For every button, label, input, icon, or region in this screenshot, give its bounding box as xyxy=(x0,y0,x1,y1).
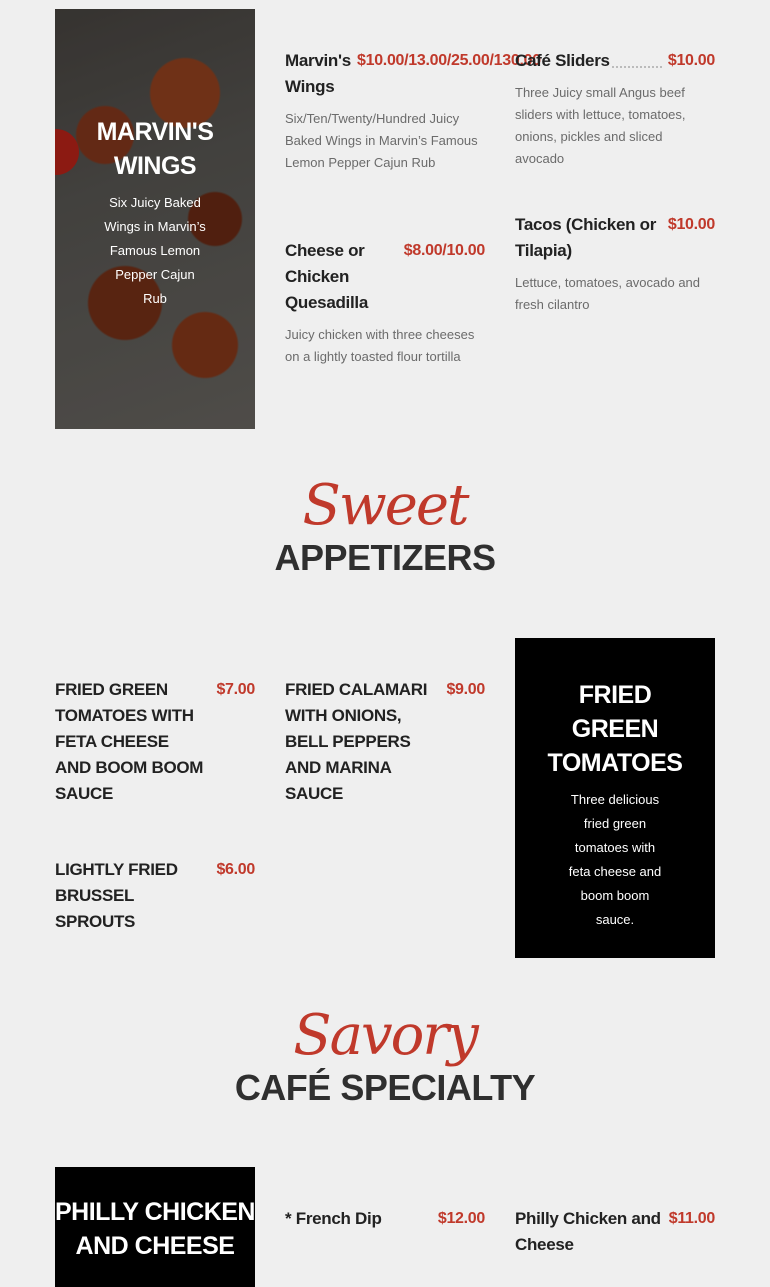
cafe-specialty-heading xyxy=(0,1004,770,1108)
philly-chicken-feature-card[interactable] xyxy=(55,1167,255,1287)
feature-description: Three delicious fried green tomatoes with feta cheese and boom boom sauce. xyxy=(568,792,662,927)
item-name: * French Dip xyxy=(285,1209,382,1228)
menu-item-tacos xyxy=(515,212,715,316)
item-price: $9.00 xyxy=(446,681,485,698)
menu-item-quesadilla xyxy=(285,238,485,368)
menu-item-marvins-wings xyxy=(285,48,541,174)
item-price: $10.00 xyxy=(667,52,715,69)
item-name: Cheese or Chicken Quesadilla xyxy=(285,241,368,312)
item-name: Tacos (Chicken or Tilapia) xyxy=(515,215,657,260)
item-name: FRIED GREEN TOMATOES WITH FETA CHEESE AND BOOM BOOM SAUCE xyxy=(55,680,204,803)
item-description: Juicy chicken with three cheeses on a lightly toasted flour tortilla xyxy=(285,327,475,364)
marvins-wings-feature-card[interactable] xyxy=(55,9,255,429)
item-price: $6.00 xyxy=(216,861,255,878)
item-name: Marvin's Wings xyxy=(285,51,351,96)
heading-script: Savory xyxy=(293,1003,477,1068)
menu-item-philly-chicken xyxy=(515,1206,715,1258)
feature-title: MARVIN'S WINGS xyxy=(96,118,214,180)
item-description: Six/Ten/Twenty/Hundred Juicy Baked Wings in Marvin’s Famous Lemon Pepper Cajun Rub xyxy=(285,111,478,170)
item-price: $11.00 xyxy=(668,1210,715,1227)
item-description: Lettuce, tomatoes, avocado and fresh cilantro xyxy=(515,275,701,312)
item-price: $10.00/13.00/25.00/130.00 xyxy=(357,52,541,69)
feature-title: FRIED GREEN TOMATOES xyxy=(547,681,683,777)
item-description: Three Juicy small Angus beef sliders with lettuce, tomatoes, onions, pickles and sliced avocado xyxy=(515,85,686,166)
item-name: FRIED CALAMARI WITH ONIONS, BELL PEPPERS AND MARINA SAUCE xyxy=(285,680,428,803)
menu-item-brussel-sprouts xyxy=(55,857,255,935)
item-price: $8.00/10.00 xyxy=(403,242,485,259)
heading-title: CAFÉ SPECIALTY xyxy=(234,1067,536,1108)
heading-script: Sweet xyxy=(302,473,468,538)
menu-item-cafe-sliders xyxy=(515,48,715,170)
feature-title: PHILLY CHICKEN AND CHEESE xyxy=(55,1198,255,1260)
item-name: Café Sliders xyxy=(515,51,610,70)
menu-item-french-dip xyxy=(285,1206,485,1232)
menu-item-fried-calamari xyxy=(285,677,485,807)
fried-green-tomatoes-feature-card[interactable] xyxy=(515,638,715,958)
menu-item-fried-green-tomatoes xyxy=(55,677,255,807)
item-name: LIGHTLY FRIED BRUSSEL SPROUTS xyxy=(55,860,178,931)
item-name: Philly Chicken and Cheese xyxy=(515,1209,661,1254)
item-price: $10.00 xyxy=(667,216,715,233)
item-price: $12.00 xyxy=(437,1210,485,1227)
item-price: $7.00 xyxy=(216,681,255,698)
heading-title: APPETIZERS xyxy=(274,537,496,578)
appetizers-heading xyxy=(0,474,770,578)
feature-description: Six Juicy Baked Wings in Marvin’s Famous Lemon Pepper Cajun Rub xyxy=(104,195,206,306)
